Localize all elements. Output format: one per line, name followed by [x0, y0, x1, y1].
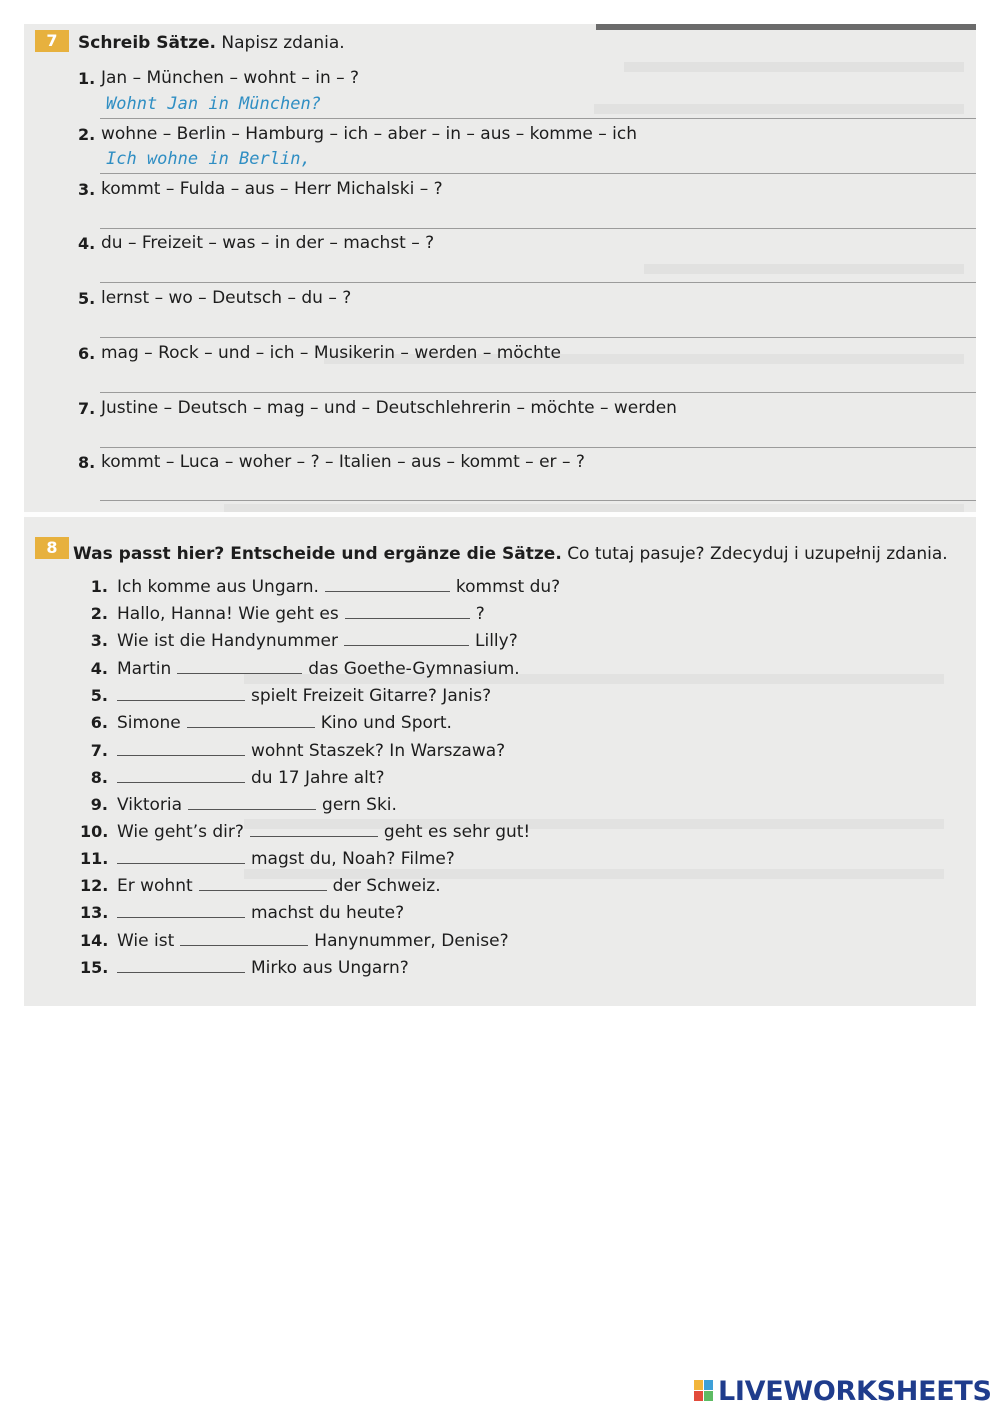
exercise-8-blank-field[interactable]: [325, 577, 450, 592]
exercise-8-item: [80, 931, 509, 955]
exercise-8-item-number: 8.: [90, 768, 108, 787]
exercise-8-item: [80, 604, 485, 628]
exercise-8-text-after: Hanynummer, Denise?: [314, 931, 509, 951]
liveworksheets-logo: LIVEWORKSHEETS: [718, 1376, 992, 1407]
exercise-8-heading: [73, 544, 948, 564]
exercise-8-item: [80, 822, 530, 846]
exercise-7-item-prompt: Jan – München – wohnt – in – ?: [101, 68, 360, 88]
exercise-7-item-prompt: kommt – Fulda – aus – Herr Michalski – ?: [101, 179, 443, 199]
exercise-8-item: [80, 741, 505, 765]
exercise-8-item: [80, 768, 385, 792]
exercise-7-item-number: 8.: [78, 453, 96, 472]
exercise-8-item-number: 6.: [90, 713, 108, 732]
exercise-8-item: [80, 577, 560, 601]
exercise-7-item-prompt: wohne – Berlin – Hamburg – ich – aber – in – aus – komme – ich: [101, 124, 638, 144]
exercise-8-blank-field[interactable]: [199, 876, 327, 891]
exercise-7-answer-line[interactable]: [100, 228, 976, 229]
exercise-8-text-after: ?: [475, 604, 485, 624]
exercise-8-item: [80, 903, 404, 927]
exercise-8-item-number: 1.: [90, 577, 108, 596]
exercise-8-text-before: Simone: [117, 713, 181, 733]
exercise-7-item-prompt: lernst – wo – Deutsch – du – ?: [101, 288, 352, 308]
exercise-8-item: [80, 849, 455, 873]
exercise-8-text-before: Er wohnt: [117, 876, 193, 896]
exercise-8-text-after: Mirko aus Ungarn?: [251, 958, 409, 978]
exercise-8-text-before: Wie ist die Handynummer: [117, 631, 338, 651]
scan-top-edge: [596, 24, 976, 30]
exercise-7-item-number: 4.: [78, 234, 96, 253]
exercise-7-item-prompt: mag – Rock – und – ich – Musikerin – werden – möchte: [101, 343, 561, 363]
bleed-through: [624, 62, 964, 72]
exercise-7-item-prompt: du – Freizeit – was – in der – machst – ?: [101, 233, 435, 253]
exercise-7-item-answer[interactable]: Wohnt Jan in München?: [106, 94, 321, 114]
exercise-8-item-number: 11.: [80, 849, 109, 868]
exercise-8-text-before: Wie ist: [117, 931, 175, 951]
exercise-8-text-after: machst du heute?: [251, 903, 405, 923]
exercise-8-text-before: Viktoria: [117, 795, 183, 815]
exercise-8-item-number: 14.: [80, 931, 109, 950]
exercise-7-title-de: Schreib Sätze.: [78, 33, 216, 53]
exercise-8-text-before: Martin: [117, 659, 172, 679]
exercise-8-title-pl: Co tutaj pasuje? Zdecyduj i uzupełnij zdania.: [567, 544, 948, 564]
exercise-8-text-after: du 17 Jahre alt?: [251, 768, 385, 788]
exercise-8-item-number: 7.: [90, 741, 108, 760]
exercise-8-text-after: Lilly?: [475, 631, 518, 651]
exercise-8-title-de: Was passt hier? Entscheide und ergänze die Sätze.: [73, 544, 562, 564]
exercise-7-badge: 7: [35, 30, 69, 52]
exercise-8-item-number: 5.: [90, 686, 108, 705]
exercise-7-item-number: 2.: [78, 125, 96, 144]
exercise-8-blank-field[interactable]: [117, 958, 245, 973]
exercise-8-item-number: 9.: [90, 795, 108, 814]
exercise-7-item-number: 1.: [78, 69, 96, 88]
exercise-8-text-after: kommst du?: [455, 577, 561, 597]
section-divider: [24, 512, 976, 517]
exercise-8-item: [80, 713, 452, 737]
bleed-through: [644, 264, 964, 274]
exercise-8-item: [80, 958, 409, 982]
exercise-8-text-after: das Goethe-Gymnasium.: [308, 659, 520, 679]
exercise-7-title-pl: Napisz zdania.: [221, 33, 345, 53]
exercise-8-item: [80, 876, 441, 900]
exercise-8-text-after: wohnt Staszek? In Warszawa?: [251, 741, 506, 761]
exercise-8-blank-field[interactable]: [344, 631, 469, 646]
exercise-8-item: [80, 659, 520, 683]
liveworksheets-logo-icon: [694, 1380, 714, 1402]
exercise-8-item: [80, 795, 397, 819]
bleed-through: [594, 104, 964, 114]
exercise-7-answer-line[interactable]: [100, 173, 976, 174]
exercise-8-text-before: Wie geht’s dir?: [117, 822, 244, 842]
exercise-7-item-number: 6.: [78, 344, 96, 363]
exercise-8-blank-field[interactable]: [345, 604, 470, 619]
exercise-7-item-prompt: Justine – Deutsch – mag – und – Deutschlehrerin – möchte – werden: [101, 398, 677, 418]
exercise-8-item: [80, 686, 491, 710]
exercise-8-text-after: spielt Freizeit Gitarre? Janis?: [251, 686, 492, 706]
exercise-7-item-answer[interactable]: Ich wohne in Berlin,: [106, 149, 311, 169]
exercise-8-blank-field[interactable]: [117, 903, 245, 918]
exercise-8-text-after: magst du, Noah? Filme?: [251, 849, 455, 869]
exercise-7-answer-line[interactable]: [100, 337, 976, 338]
exercise-8-badge: 8: [35, 537, 69, 559]
exercise-8-blank-field[interactable]: [180, 931, 308, 946]
exercise-8-text-after: gern Ski.: [322, 795, 397, 815]
exercise-7-answer-line[interactable]: [100, 118, 976, 119]
exercise-8-blank-field[interactable]: [187, 713, 315, 728]
exercise-8-blank-field[interactable]: [177, 659, 302, 674]
exercise-8-blank-field[interactable]: [117, 849, 245, 864]
exercise-8-blank-field[interactable]: [117, 768, 245, 783]
exercise-8-blank-field[interactable]: [188, 795, 316, 810]
exercise-8-item-number: 4.: [90, 659, 108, 678]
exercise-8-blank-field[interactable]: [117, 741, 245, 756]
exercise-8-item-number: 3.: [90, 631, 108, 650]
exercise-7-item-number: 3.: [78, 180, 96, 199]
exercise-8-item-number: 15.: [80, 958, 109, 977]
exercise-7-answer-line[interactable]: [100, 447, 976, 448]
exercise-8-item-number: 13.: [80, 903, 109, 922]
exercise-7-answer-line[interactable]: [100, 500, 976, 501]
exercise-8-text-after: Kino und Sport.: [320, 713, 452, 733]
exercise-8-item-number: 12.: [80, 876, 109, 895]
exercise-7-answer-line[interactable]: [100, 282, 976, 283]
exercise-8-text-before: Ich komme aus Ungarn.: [117, 577, 319, 597]
exercise-7-item-number: 7.: [78, 399, 96, 418]
exercise-7-item-prompt: kommt – Luca – woher – ? – Italien – aus – kommt – er – ?: [101, 452, 585, 472]
exercise-8-item: [80, 631, 518, 655]
exercise-8-blank-field[interactable]: [250, 822, 378, 837]
exercise-8-text-after: geht es sehr gut!: [383, 822, 531, 842]
exercise-7-heading: [78, 33, 345, 53]
exercise-7-item-number: 5.: [78, 289, 96, 308]
exercise-8-item-number: 2.: [90, 604, 108, 623]
exercise-8-item-number: 10.: [80, 822, 109, 841]
exercise-8-text-after: der Schweiz.: [332, 876, 441, 896]
exercise-7-answer-line[interactable]: [100, 392, 976, 393]
exercise-8-blank-field[interactable]: [117, 686, 245, 701]
exercise-8-text-before: Hallo, Hanna! Wie geht es: [117, 604, 339, 624]
